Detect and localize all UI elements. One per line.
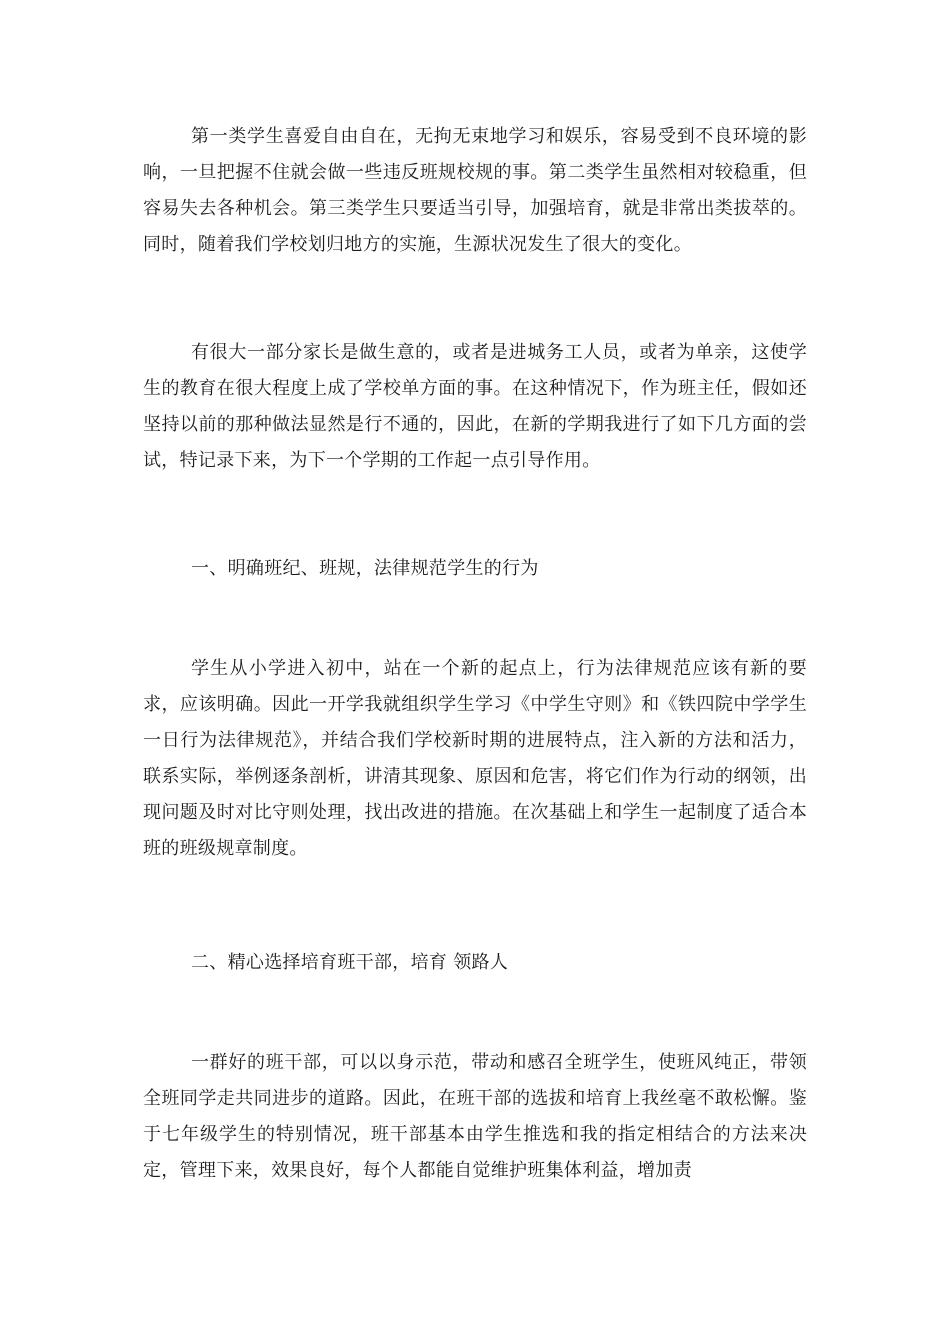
paragraph-class-cadres: 一群好的班干部，可以以身示范，带动和感召全班学生，使班风纯正，带领全班同学走共同进步的道路。因此，在班干部的选拔和培育上我丝毫不敢松懈。鉴于七年级学生的特别情况，班干部基本由学生推选和我的指定相结合的方法来决定，管理下来，效果良好，每个人都能自觉维护班集体利益，增加责 xyxy=(143,1052,807,1181)
section-heading-1: 一、明确班纪、班规，法律规范学生的行为 xyxy=(191,558,539,579)
paragraph-parents-background: 有很大一部分家长是做生意的，或者是进城务工人员，或者为单亲，这使学生的教育在很大程度上成了学校单方面的事。在这种情况下，作为班主任，假如还坚持以前的那种做法显然是行不通的，因此，在新的学期我进行了如下几方面的尝试，特记录下来，为下一个学期的工作起一点引导作用。 xyxy=(143,342,807,471)
paragraph-behavior-norms: 学生从小学进入初中，站在一个新的起点上，行为法律规范应该有新的要求，应该明确。因此一开学我就组织学生学习《中学生守则》和《铁四院中学学生一日行为法律规范》，并结合我们学校新时期的进展特点，注入新的方法和活力，联系实际，举例逐条剖析，讲清其现象、原因和危害，将它们作为行动的纲领，出现问题及时对比守则处理，找出改进的措施。在次基础上和学生一起制度了适合本班的班级规章制度。 xyxy=(143,658,807,859)
section-heading-2: 二、精心选择培育班干部，培育 领路人 xyxy=(191,952,509,973)
paragraph-student-types: 第一类学生喜爱自由自在，无拘无束地学习和娱乐，容易受到不良环境的影响，一旦把握不住就会做一些违反班规校规的事。第二类学生虽然相对较稳重，但容易失去各种机会。第三类学生只要适当引导，加强培育，就是非常出类拔萃的。同时，随着我们学校划归地方的实施，生源状况发生了很大的变化。 xyxy=(143,126,807,255)
